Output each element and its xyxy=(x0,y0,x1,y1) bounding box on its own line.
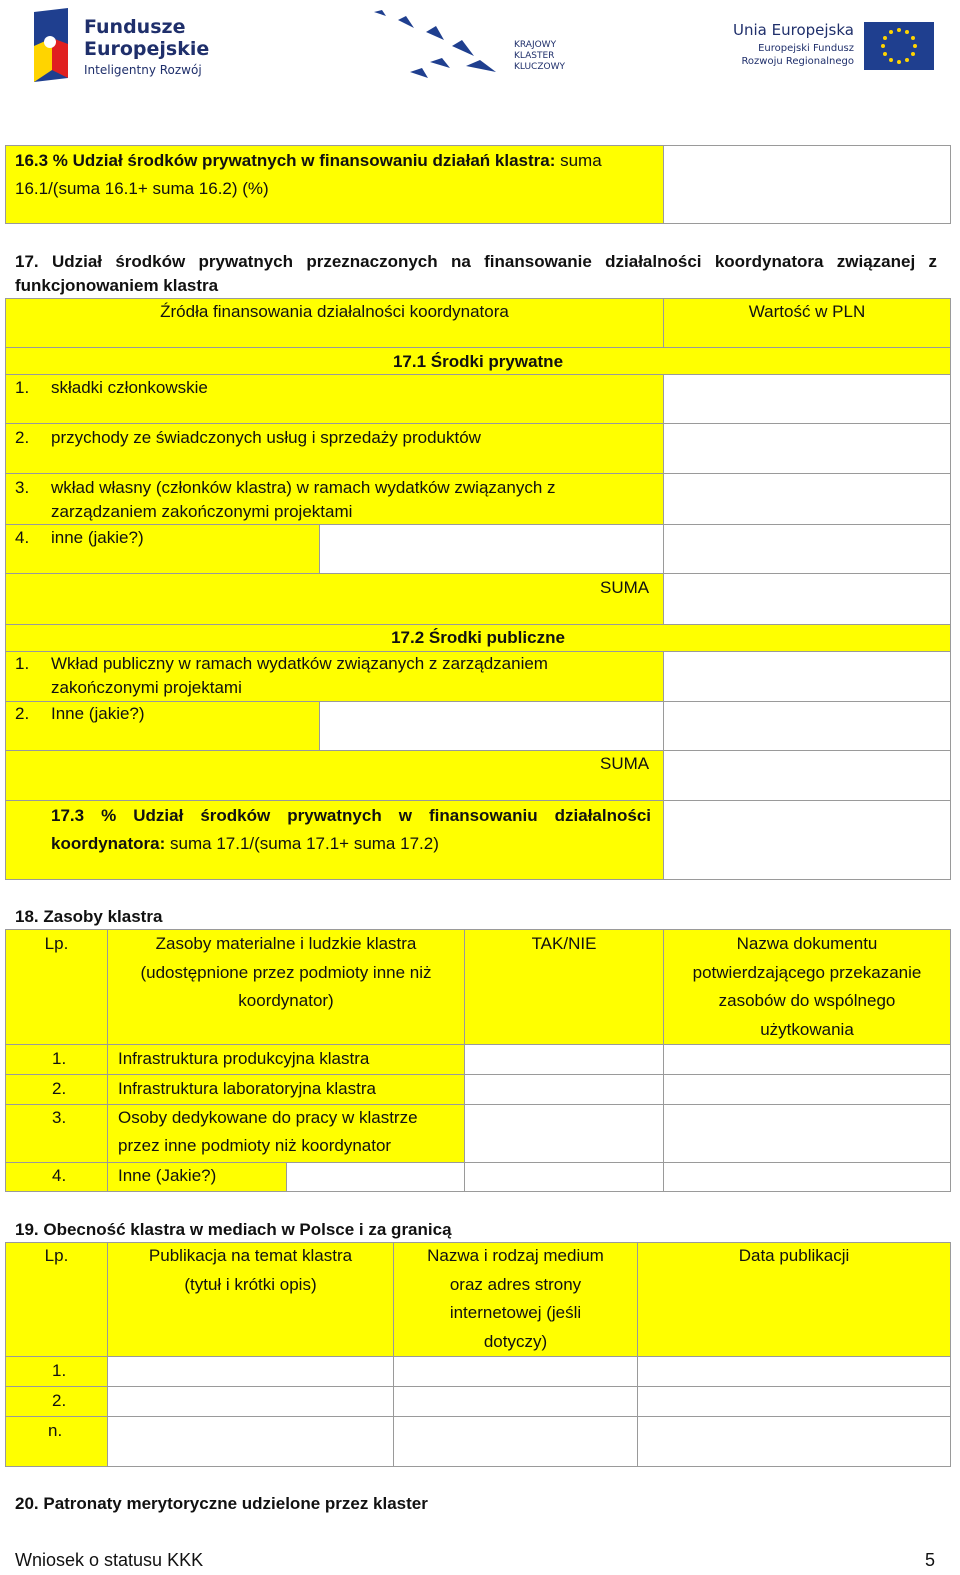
birds-icon xyxy=(370,6,506,86)
s18-col-taknie: TAK/NIE xyxy=(531,934,597,953)
s18-row-1-text: Infrastruktura produkcyjna klastra xyxy=(118,1049,370,1068)
s18-col-doc-line2: potwierdzającego przekazanie xyxy=(692,962,922,982)
s18-row-4-doc[interactable] xyxy=(663,1162,951,1192)
s17-private-sum-label-cell xyxy=(5,573,664,625)
s19-row-3-pub[interactable] xyxy=(107,1416,394,1467)
s17-private-row-4-text: inne (jakie?) xyxy=(51,528,144,547)
s19-row-2-num: 2. xyxy=(52,1391,67,1410)
s173-label-line1: 17.3 % Udział środków prywatnych w finansowaniu działalności xyxy=(51,806,651,825)
s17-private-row-2-text: przychody ze świadczonych usług i sprzedaży produktów xyxy=(51,428,481,447)
s17-col-source: Źródła finansowania działalności koordynatora xyxy=(160,302,509,321)
s19-col-pub-line2: (tytuł i krótki opis) xyxy=(184,1274,317,1294)
s17-private-row-3-text: wkład własny (członków klastra) w ramach wydatków związanych z xyxy=(51,478,556,497)
s173-label-rest: suma 17.1/(suma 17.1+ suma 17.2) xyxy=(165,834,439,853)
s18-col-resources-line3: koordynator) xyxy=(238,991,334,1010)
s17-private-row-1-num: 1. xyxy=(15,378,30,397)
s17-public-row-1-value[interactable] xyxy=(663,651,951,702)
s173-label-bold2: koordynatora: xyxy=(51,834,166,853)
s17-public-row-1-text2: zakończonymi projektami xyxy=(51,678,242,697)
s18-heading: 18. Zasoby klastra xyxy=(15,907,163,926)
s17-public-sum-label: SUMA xyxy=(600,754,650,773)
s17-private-row-4-num: 4. xyxy=(15,528,30,547)
s18-row-4-text: Inne (Jakie?) xyxy=(118,1166,217,1185)
s19-row-1-pub[interactable] xyxy=(107,1356,394,1387)
s17-public-row-2-text: Inne (jakie?) xyxy=(51,704,145,723)
s18-col-resources-line1: Zasoby materialne i ludzkie klastra xyxy=(155,934,417,953)
footer-page-number: 5 xyxy=(925,1550,936,1570)
fe-logo-line1: Fundusze xyxy=(84,16,186,38)
s18-row-2-num: 2. xyxy=(52,1079,67,1098)
s19-row-2-date[interactable] xyxy=(637,1386,951,1417)
s18-row-2-taknie[interactable] xyxy=(464,1074,664,1105)
s17-private-row-2-value[interactable] xyxy=(663,423,951,474)
s18-row-1-num: 1. xyxy=(52,1049,67,1068)
ue-logo-line2: Europejski Fundusz xyxy=(758,43,854,54)
s17-public-row-1-text: Wkład publiczny w ramach wydatków związanych z zarządzaniem xyxy=(51,654,548,673)
ue-logo-line1: Unia Europejska xyxy=(733,21,854,39)
s19-row-3-date[interactable] xyxy=(637,1416,951,1467)
fe-logo xyxy=(28,8,218,84)
eu-flag-icon xyxy=(864,22,934,70)
s17-private-row-1-value[interactable] xyxy=(663,374,951,424)
s19-row-2-medium[interactable] xyxy=(393,1386,638,1417)
s19-col-medium-line3: internetowej (jeśli xyxy=(449,1303,582,1322)
s19-row-3-num: n. xyxy=(48,1421,63,1440)
s17-public-title: 17.2 Środki publiczne xyxy=(391,628,565,647)
s19-col-lp: Lp. xyxy=(44,1246,69,1265)
s17-private-row-1-text: składki członkowskie xyxy=(51,378,208,397)
s18-row-2-text: Infrastruktura laboratoryjna klastra xyxy=(118,1079,376,1098)
s163-value-cell[interactable] xyxy=(663,145,951,224)
s17-private-row-4-input[interactable] xyxy=(319,524,664,574)
s18-col-doc-line3: zasobów do wspólnego xyxy=(718,991,896,1010)
s17-public-row-1-num: 1. xyxy=(15,654,30,673)
s17-private-row-4-value[interactable] xyxy=(663,524,951,574)
s18-row-3-text: Osoby dedykowane do pracy w klastrze xyxy=(118,1108,418,1127)
s18-row-3-text2: przez inne podmioty niż koordynator xyxy=(118,1136,392,1155)
s19-col-pub-line1: Publikacja na temat klastra xyxy=(148,1246,353,1265)
ue-logo-line3: Rozwoju Regionalnego xyxy=(741,56,854,67)
s17-public-sum-value[interactable] xyxy=(663,750,951,801)
s17-public-row-2-input[interactable] xyxy=(319,701,664,751)
s18-col-resources-line2: (udostępnione przez podmioty inne niż xyxy=(140,962,432,982)
s17-private-row-3-text2: zarządzaniem zakończonymi projektami xyxy=(51,502,353,521)
s18-col-doc-line4: użytkowania xyxy=(760,1019,854,1039)
s19-row-1-num: 1. xyxy=(52,1361,67,1380)
kkk-logo xyxy=(370,6,580,86)
s173-value-cell[interactable] xyxy=(663,800,951,880)
s18-row-3-num: 3. xyxy=(52,1108,67,1127)
s18-row-3-taknie[interactable] xyxy=(464,1104,664,1163)
kkk-logo-line2: KLASTER xyxy=(514,51,555,61)
s18-col-lp: Lp. xyxy=(44,934,69,953)
s17-public-sum-label-cell xyxy=(5,750,664,801)
s19-row-1-medium[interactable] xyxy=(393,1356,638,1387)
kkk-logo-line1: KRAJOWY xyxy=(514,40,557,50)
s18-row-4-taknie[interactable] xyxy=(464,1162,664,1192)
s18-row-1-doc[interactable] xyxy=(663,1044,951,1075)
s17-private-row-3-value[interactable] xyxy=(663,473,951,525)
s17-private-title: 17.1 Środki prywatne xyxy=(392,352,564,371)
ue-logo xyxy=(730,18,940,74)
s17-private-row-2-num: 2. xyxy=(15,428,30,447)
s18-row-3-doc[interactable] xyxy=(663,1104,951,1163)
fe-flag-icon xyxy=(28,8,72,82)
fe-logo-line3: Inteligentny Rozwój xyxy=(84,63,202,77)
s163-label-rest: suma xyxy=(555,151,602,170)
s18-row-4-num: 4. xyxy=(52,1166,67,1185)
s18-col-doc-line1: Nazwa dokumentu xyxy=(736,934,878,953)
s18-row-2-doc[interactable] xyxy=(663,1074,951,1105)
s163-label-line2: 16.1/(suma 16.1+ suma 16.2) (%) xyxy=(15,179,269,198)
s19-row-3-medium[interactable] xyxy=(393,1416,638,1467)
s17-col-value: Wartość w PLN xyxy=(748,302,866,321)
s17-heading-line1: 17. Udział środków prywatnych przeznaczonych na finansowanie działalności koordynatora związanej z xyxy=(15,252,937,271)
s17-public-row-2-value[interactable] xyxy=(663,701,951,751)
s18-row-4-input[interactable] xyxy=(286,1162,465,1192)
footer-title: Wniosek o statusu KKK xyxy=(15,1550,204,1570)
s163-label-line1 xyxy=(15,147,602,175)
s17-public-row-2-num: 2. xyxy=(15,704,30,723)
s17-private-sum-label: SUMA xyxy=(600,578,650,597)
s163-label-bold: 16.3 % Udział środków prywatnych w finansowaniu działań klastra: xyxy=(15,151,556,170)
s19-col-medium-line2: oraz adres strony xyxy=(449,1274,582,1294)
s17-private-sum-value[interactable] xyxy=(663,573,951,625)
s19-row-2-pub[interactable] xyxy=(107,1386,394,1417)
s19-col-medium-line1: Nazwa i rodzaj medium xyxy=(427,1246,604,1265)
fe-logo-line2: Europejskie xyxy=(84,38,210,60)
s19-col-date: Data publikacji xyxy=(738,1246,850,1265)
s18-row-1-taknie[interactable] xyxy=(464,1044,664,1075)
s20-heading: 20. Patronaty merytoryczne udzielone przez klaster xyxy=(15,1494,428,1513)
s17-heading-line2: funkcjonowaniem klastra xyxy=(15,276,219,295)
kkk-logo-line3: KLUCZOWY xyxy=(514,62,565,72)
s173-label-line2 xyxy=(51,830,439,858)
s17-private-row-3-num: 3. xyxy=(15,478,30,497)
s19-row-1-date[interactable] xyxy=(637,1356,951,1387)
s19-heading: 19. Obecność klastra w mediach w Polsce i za granicą xyxy=(15,1220,452,1239)
s19-col-medium-line4: dotyczy) xyxy=(483,1331,548,1351)
